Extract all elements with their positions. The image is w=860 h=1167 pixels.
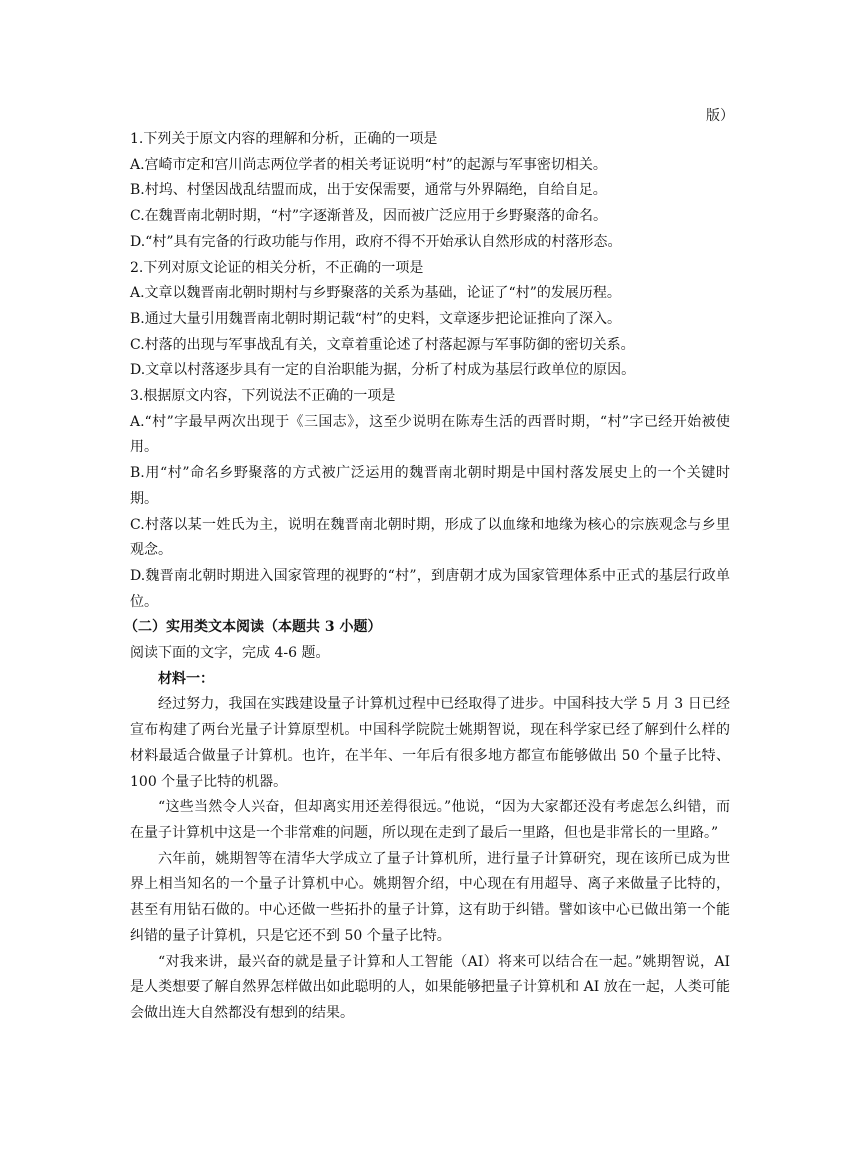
material-paragraph-2: “这些当然令人兴奋，但却离实用还差得很远。”他说，“因为大家都还没有考虑怎么纠错，而在量子计算机中这是一个非常难的问题，所以现在走到了最后一里路，但也是非常长的一里路。”	[130, 799, 730, 841]
question-2-option-b: B.通过大量引用魏晋南北朝时期记载“村”的史料，文章逐步把论证推向了深入。	[130, 310, 622, 327]
question-3-option-d: D.魏晋南北朝时期进入国家管理的视野的“村”，到唐朝才成为国家管理体系中正式的基层行政单位。	[130, 567, 730, 610]
material-label: 材料一：	[158, 670, 214, 687]
material-paragraph-1: 经过努力，我国在实践建设量子计算机过程中已经取得了进步。中国科技大学 5 月 3 日已经宣布构建了两台光量子计算原型机。中国科学院院士姚期智说，现在科学家已经了解到什么样的材料最适合做量子计算机。也许，在半年、一年后有很多地方都宣布能够做出 50 个量子比特、100 个量子比特的机器。	[130, 696, 730, 790]
question-2-option-a: A.文章以魏晋南北朝时期村与乡野聚落的关系为基础，论证了“村”的发展历程。	[130, 285, 621, 302]
document-body	[124, 127, 730, 1027]
material-paragraph-4: “对我来讲，最兴奋的就是量子计算和人工智能（AI）将来可以结合在一起。”姚期智说，AI 是人类想要了解自然界怎样做出如此聪明的人，如果能够把量子计算机和 AI 放在一起，人类可能会做出连大自然都没有想到的结果。	[130, 953, 730, 1021]
question-3-stem: 3.根据原文内容，下列说法不正确的一项是	[130, 388, 396, 405]
section-instruction: 阅读下面的文字，完成 4-6 题。	[130, 645, 330, 662]
question-1-stem: 1.下列关于原文内容的理解和分析，正确的一项是	[130, 131, 438, 147]
question-1-option-a: A.宫崎市定和宫川尚志两位学者的相关考证说明“村”的起源与军事密切相关。	[130, 156, 607, 173]
material-paragraph-3: 六年前，姚期智等在清华大学成立了量子计算机所，进行量子计算研究，现在该所已成为世界上相当知名的一个量子计算机中心。姚期智介绍，中心现在有用超导、离子来做量子比特的，甚至有用钻石做的。中心还做一些拓扑的量子计算，这有助于纠错。譬如该中心已做出第一个能纠错的量子计算机，只是它还不到 50 个量子比特。	[130, 850, 730, 944]
question-2-option-c: C.村落的出现与军事战乱有关，文章着重论述了村落起源与军事防御的密切关系。	[130, 336, 635, 353]
question-2-option-d: D.文章以村落逐步具有一定的自治职能为据，分析了村成为基层行政单位的原因。	[130, 362, 636, 379]
section-heading: （二）实用类文本阅读（本题共 3 小题）	[124, 619, 382, 636]
question-1-option-c: C.在魏晋南北朝时期，“村”字逐渐普及，因而被广泛应用于乡野聚落的命名。	[130, 208, 607, 225]
question-3-option-b: B.用“村”命名乡野聚落的方式被广泛运用的魏晋南北朝时期是中国村落发展史上的一个关键时期。	[130, 465, 730, 507]
question-3-option-c: C.村落以某一姓氏为主，说明在魏晋南北朝时期，形成了以血缘和地缘为核心的宗族观念与乡里观念。	[130, 516, 730, 559]
question-3-option-a: A.“村”字最早两次出现于《三国志》，这至少说明在陈寿生活的西晋时期，“村”字已经开始被使用。	[130, 413, 730, 456]
page-corner-text: 版）	[706, 108, 734, 124]
question-2-stem: 2.下列对原文论证的相关分析，不正确的一项是	[130, 259, 424, 276]
question-1-option-d: D.“村”具有完备的行政功能与作用，政府不得不开始承认自然形成的村落形态。	[130, 233, 622, 250]
question-1-option-b: B.村坞、村堡因战乱结盟而成，出于安保需要，通常与外界隔绝，自给自足。	[130, 182, 607, 199]
